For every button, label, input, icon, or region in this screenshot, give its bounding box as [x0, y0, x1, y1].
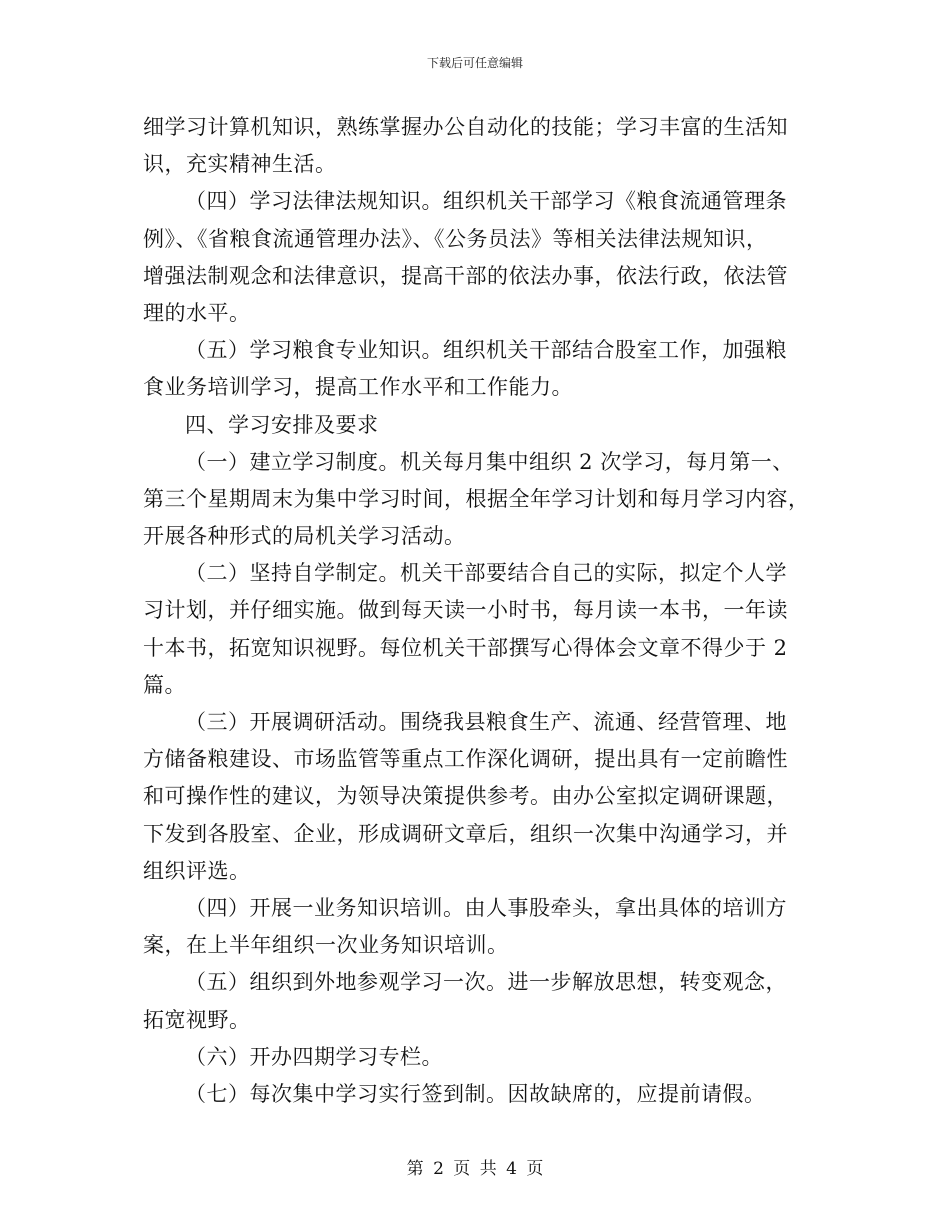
text-line: （五）组织到外地参观学习一次。进一步解放思想，转变观念， — [185, 970, 787, 995]
text-line: 识，充实精神生活。 — [143, 152, 337, 177]
text-line: （一）建立学习制度。机关每月集中组织 2 次学习，每月第一、 — [185, 449, 794, 474]
text-line: 拓宽视野。 — [143, 1007, 251, 1032]
text-line: 开展各种形式的局机关学习活动。 — [143, 524, 466, 549]
text-line: 和可操作性的建议，为领导决策提供参考。由办公室拟定调研课题， — [143, 784, 788, 809]
text-line: 增强法制观念和法律意识，提高干部的依法办事，依法行政，依法管 — [143, 263, 788, 288]
page-header: 下载后可任意编辑 — [426, 56, 523, 70]
page-number-footer: 第 2 页 共 4 页 — [406, 1159, 544, 1179]
text-line: （二）坚持自学制定。机关干部要结合自己的实际，拟定个人学 — [185, 561, 787, 586]
text-line: （三）开展调研活动。围绕我县粮食生产、流通、经营管理、地 — [185, 710, 787, 734]
text-line: 例》、《省粮食流通管理办法》、《公务员法》等相关法律法规知识， — [143, 226, 768, 251]
text-line: （四）学习法律法规知识。组织机关干部学习《粮食流通管理条 — [185, 189, 787, 214]
text-line: （四）开展一业务知识培训。由人事股牵头，拿出具体的培训方 — [185, 895, 787, 920]
text-line: 方储备粮建设、市场监管等重点工作深化调研，提出具有一定前瞻性 — [143, 747, 788, 772]
text-line: 理的水平。 — [143, 300, 251, 325]
text-line: 第三个星期周末为集中学习时间，根据全年学习计划和每月学习内容， — [143, 486, 810, 511]
text-line: 十本书，拓宽知识视野。每位机关干部撰写心得体会文章不得少于 2 — [143, 635, 788, 660]
text-line: （六）开办四期学习专栏。 — [185, 1044, 443, 1069]
text-line: 细学习计算机知识，熟练掌握办公自动化的技能；学习丰富的生活知 — [143, 115, 788, 139]
text-line: 组织评选。 — [143, 858, 251, 883]
text-line: 食业务培训学习，提高工作水平和工作能力。 — [143, 375, 573, 400]
text-line: 下发到各股室、企业，形成调研文章后，组织一次集中沟通学习，并 — [143, 821, 788, 846]
text-line: 四、学习安排及要求 — [185, 412, 379, 437]
text-line: 案，在上半年组织一次业务知识培训。 — [143, 933, 509, 958]
text-line: （五）学习粮食专业知识。组织机关干部结合股室工作，加强粮 — [185, 338, 787, 363]
text-line: 篇。 — [143, 672, 186, 697]
document-body — [143, 109, 813, 1113]
text-line: （七）每次集中学习实行签到制。因故缺席的，应提前请假。 — [185, 1081, 766, 1106]
text-line: 习计划，并仔细实施。做到每天读一小时书，每月读一本书，一年读 — [143, 598, 788, 623]
